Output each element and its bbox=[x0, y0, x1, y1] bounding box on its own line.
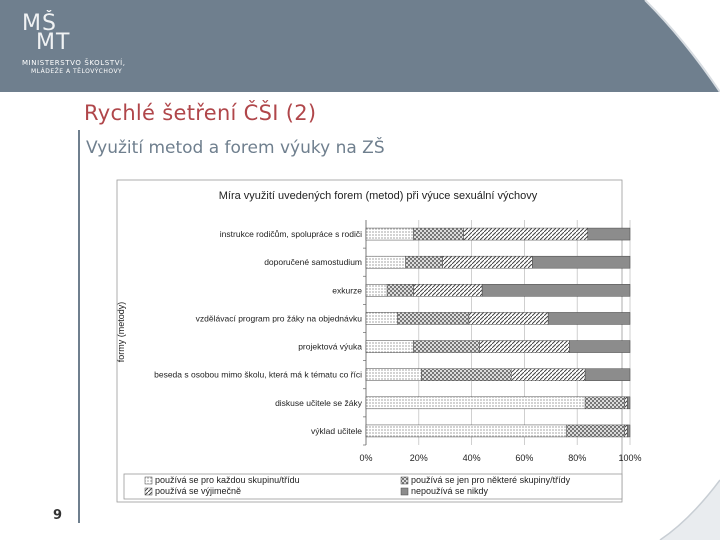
legend-label: používá se pro každou skupinu/třídu bbox=[155, 475, 300, 485]
bar-segment bbox=[387, 284, 413, 296]
category-label: exkurze bbox=[332, 285, 362, 296]
bar-segment bbox=[366, 397, 585, 409]
category-label: výklad učitele bbox=[310, 425, 362, 436]
legend-swatch bbox=[145, 488, 152, 495]
bar-segment bbox=[366, 425, 567, 437]
bar-segment bbox=[532, 256, 630, 268]
bar-segment bbox=[627, 397, 630, 409]
bar-segment bbox=[548, 312, 630, 324]
x-tick-label: 80% bbox=[568, 453, 587, 463]
bar-segment bbox=[482, 284, 630, 296]
bar-segment bbox=[414, 341, 480, 353]
bar-segment bbox=[366, 284, 387, 296]
bar-segment bbox=[398, 312, 469, 324]
y-axis-label: formy (metody) bbox=[116, 301, 126, 363]
slide-subtitle: Využití metod a forem výuky na ZŠ bbox=[86, 138, 385, 158]
page-fold-decoration bbox=[640, 460, 720, 540]
x-tick-label: 20% bbox=[409, 453, 428, 463]
legend-label: používá se jen pro některé skupiny/třídy bbox=[411, 475, 571, 485]
bar-segment bbox=[567, 425, 625, 437]
bar-segment bbox=[469, 312, 548, 324]
legend-swatch bbox=[145, 477, 152, 484]
x-tick-label: 100% bbox=[618, 453, 642, 463]
logo-text-line2: MLÁDEŽE A TĚLOVÝCHOVY bbox=[31, 68, 123, 75]
bar-segment bbox=[421, 369, 511, 381]
x-tick-label: 40% bbox=[462, 453, 481, 463]
bar-segment bbox=[625, 397, 628, 409]
legend-swatch bbox=[401, 488, 408, 495]
slide-title: Rychlé šetření ČŠI (2) bbox=[84, 101, 317, 125]
category-label: vzdělávací program pro žáky na objednávku bbox=[195, 313, 362, 324]
legend-swatch bbox=[401, 477, 408, 484]
bar-segment bbox=[414, 284, 483, 296]
bar-segment bbox=[464, 228, 588, 240]
bar-segment bbox=[414, 228, 464, 240]
bar-segment bbox=[511, 369, 585, 381]
bar-segment bbox=[585, 369, 630, 381]
category-label: projektová výuka bbox=[298, 341, 362, 352]
category-label: doporučené samostudium bbox=[264, 257, 362, 268]
bar-segment bbox=[366, 369, 421, 381]
bar-segment bbox=[585, 397, 625, 409]
legend-label: nepoužívá se nikdy bbox=[411, 486, 489, 496]
x-tick-label: 0% bbox=[359, 453, 373, 463]
bar-segment bbox=[366, 228, 414, 240]
logo-text-line1: MINISTERSTVO ŠKOLSTVÍ, bbox=[22, 59, 126, 67]
category-label: beseda s osobou mimo školu, která má k tématu co říci bbox=[154, 369, 362, 380]
bar-segment bbox=[366, 312, 398, 324]
bar-segment bbox=[569, 341, 630, 353]
chart-title: Míra využití uvedených forem (metod) při výuce sexuální výchovy bbox=[218, 190, 538, 202]
logo-mark-bottom: MT bbox=[36, 30, 71, 55]
logo-mark-top: MŠ bbox=[22, 11, 57, 36]
bar-segment bbox=[443, 256, 533, 268]
bar-segment bbox=[627, 425, 630, 437]
bar-segment bbox=[366, 341, 414, 353]
page-number: 9 bbox=[53, 508, 63, 523]
category-label: diskuse učitele se žáky bbox=[275, 397, 362, 408]
bar-segment bbox=[588, 228, 630, 240]
x-tick-label: 60% bbox=[515, 453, 534, 463]
bar-segment bbox=[366, 256, 406, 268]
legend-label: používá se výjimečně bbox=[155, 486, 242, 496]
bar-segment bbox=[480, 341, 570, 353]
bar-segment bbox=[625, 425, 628, 437]
bar-segment bbox=[406, 256, 443, 268]
category-label: instrukce rodičům, spolupráce s rodiči bbox=[219, 229, 362, 240]
